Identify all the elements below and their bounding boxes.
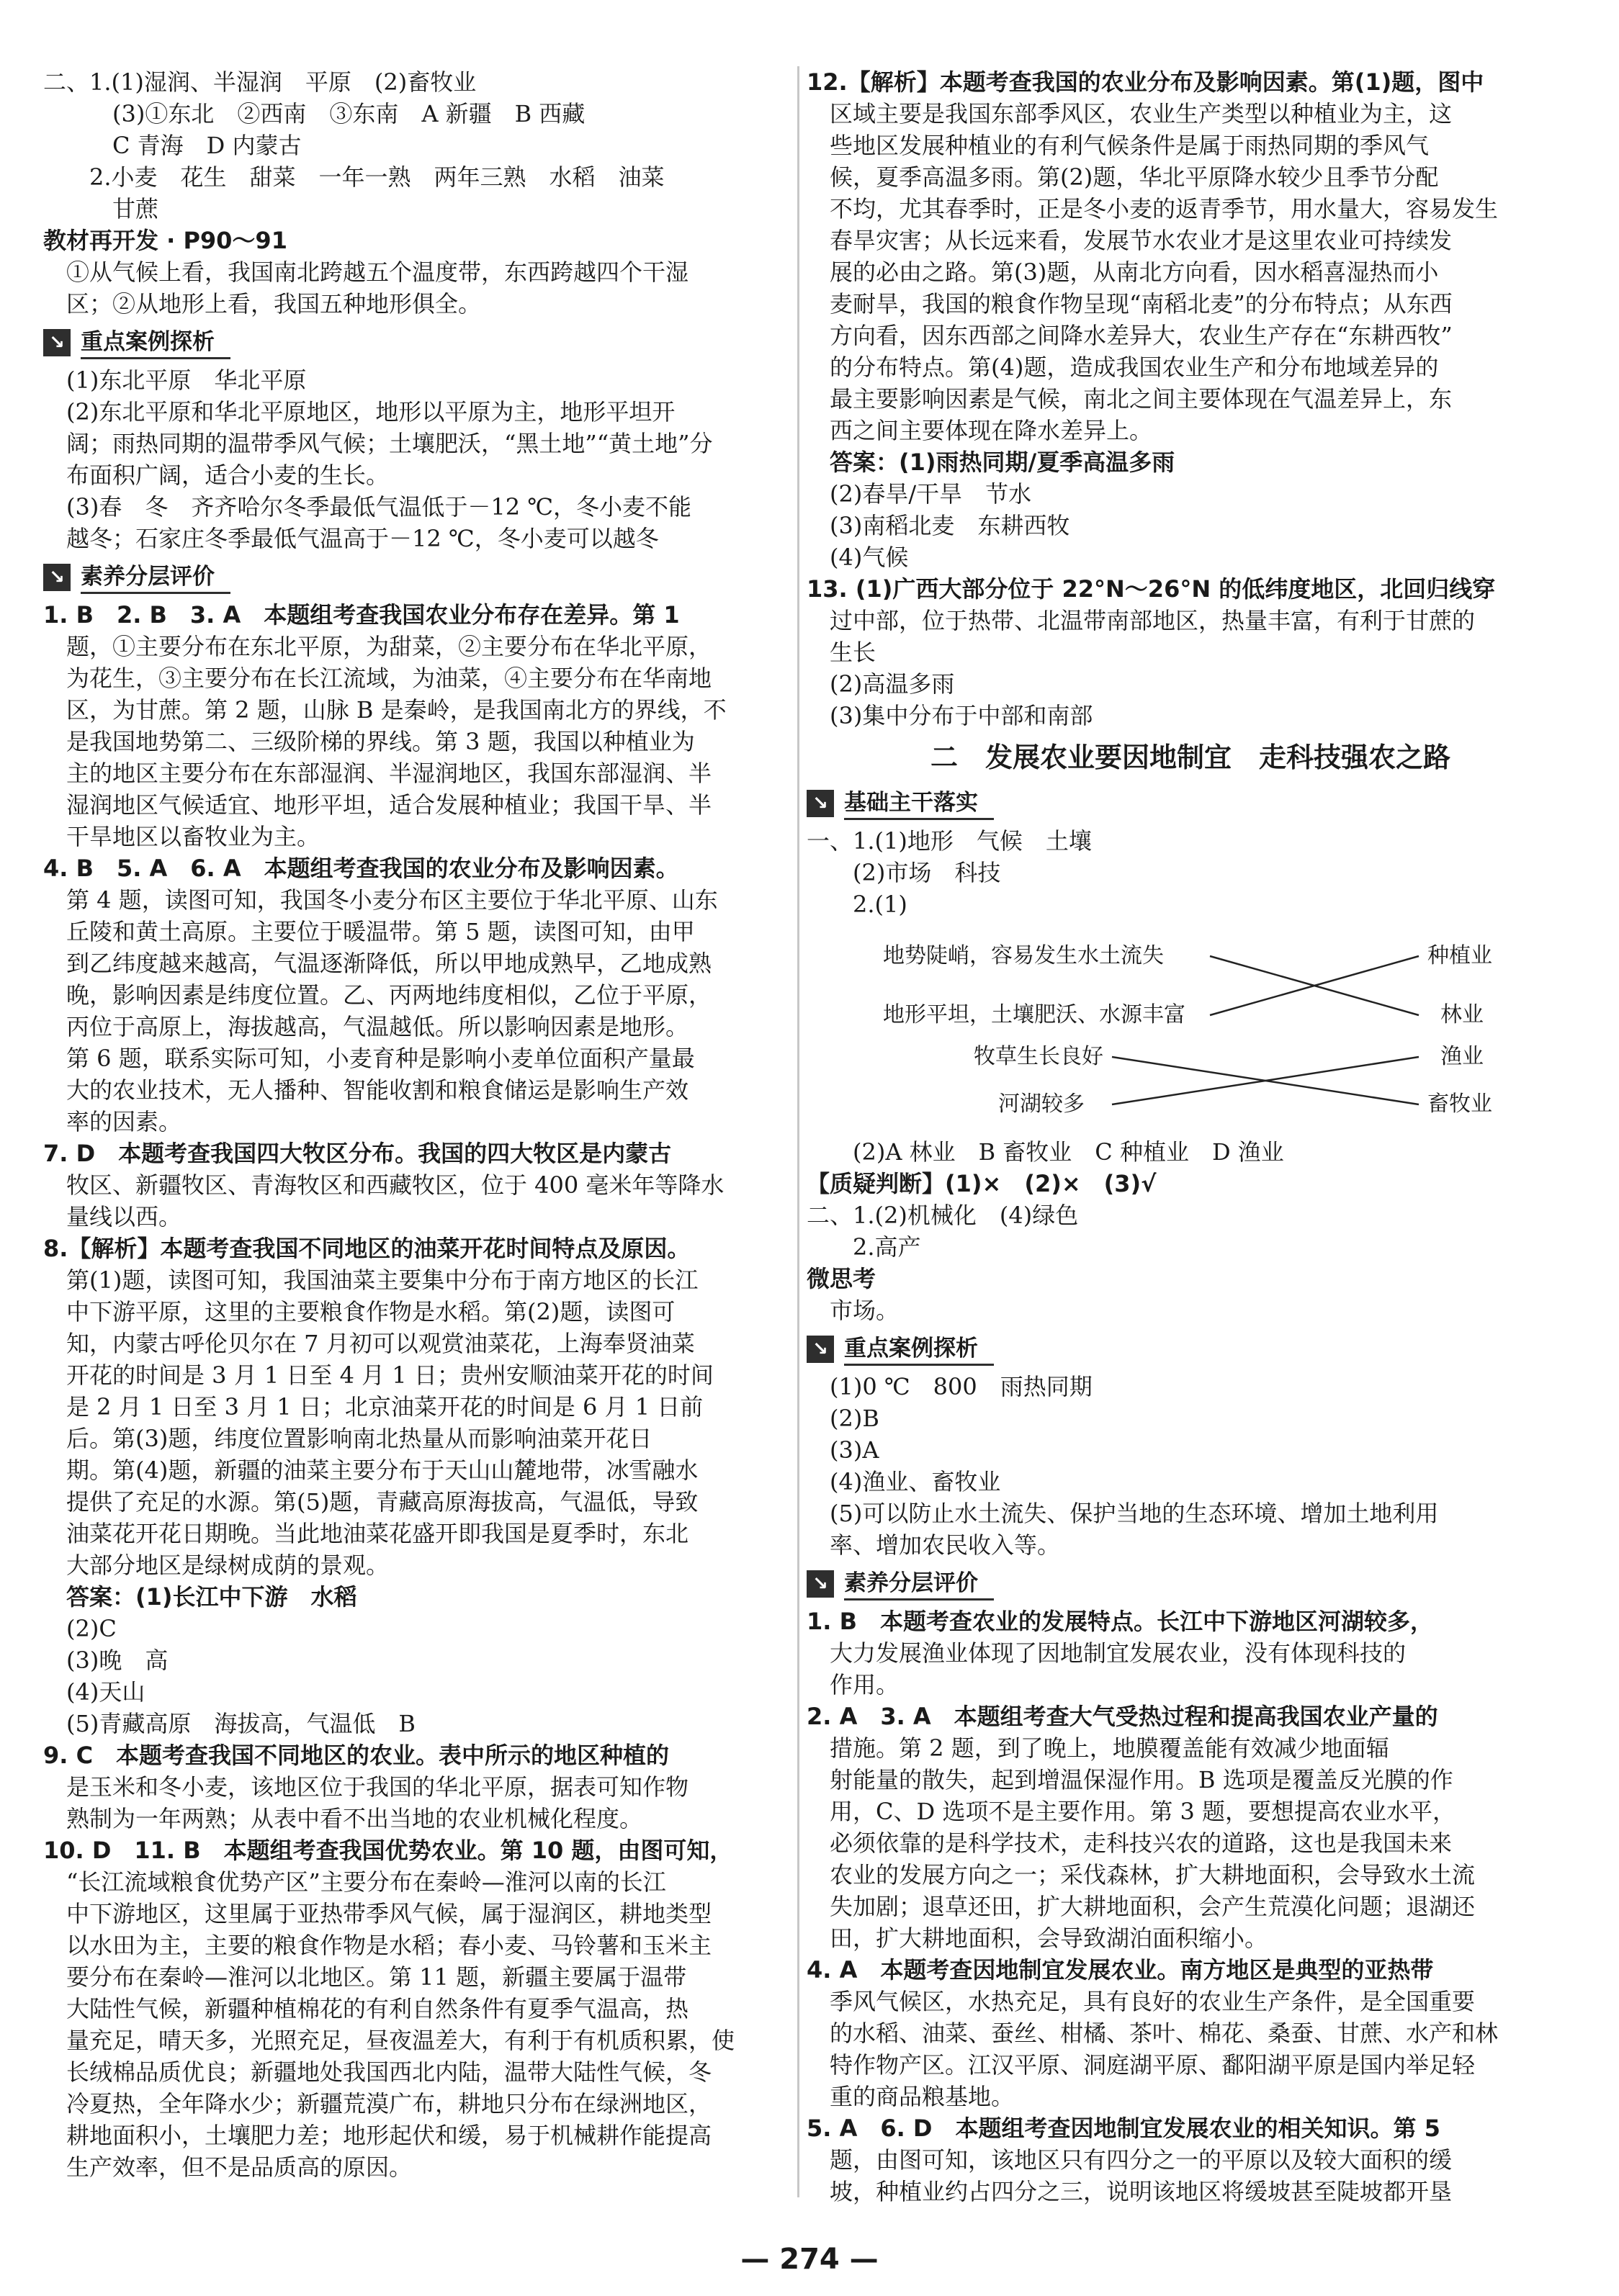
text-line: 阔；雨热同期的温带季风气候；土壤肥沃，“黑土地”“黄土地”分 [66,430,713,457]
text-line: 量线以西。 [66,1203,182,1230]
text-line: (4)天山 [66,1678,145,1706]
text-line: (2)高温多雨 [830,670,955,698]
text-line: 5. A 6. D 本题组考查因地制宜发展农业的相关知识。第 5 [807,2115,1440,2142]
text-line: 中下游平原，这里的主要粮食作物是水稻。第(2)题，读图可 [66,1298,676,1325]
text-line: 麦耐旱，我国的粮食作物呈现“南稻北麦”的分布特点；从东西 [830,290,1453,318]
text-line: 率的因素。 [66,1108,182,1135]
text-line: 农业的发展方向之一；采伐森林，扩大耕地面积，会导致水土流 [830,1861,1476,1888]
text-line: 微思考 [807,1265,876,1292]
text-line: 7. D 本题考查我国四大牧区分布。我国的四大牧区是内蒙古 [43,1140,672,1167]
text-line: 答案：(1)长江中下游 水稻 [66,1583,357,1611]
section-heading [43,559,789,596]
text-line: 特作物产区。江汉平原、洞庭湖平原、鄱阳湖平原是国内举足轻 [830,2051,1476,2079]
text-line: 以水田为主，主要的粮食作物是水稻；春小麦、马铃薯和玉米主 [66,1932,712,1959]
right-column [807,66,1574,2207]
text-line: 1. B 本题考查农业的发展特点。长江中下游地区河湖较多， [807,1608,1433,1635]
text-line: 2.高产 [853,1233,921,1261]
text-line: 第 4 题，读图可知，我国冬小麦分布区主要位于华北平原、山东 [66,886,718,914]
arrow-icon: ↘ [43,329,71,356]
text-line: 后。第(3)题，纬度位置影响南北热量从而影响油菜开花日 [66,1425,652,1452]
text-line: 失加剧；退草还田，扩大耕地面积，会产生荒漠化问题；退湖还 [830,1893,1476,1920]
section-heading-label: 重点案例探析 [844,1333,994,1366]
text-line: (2)B [830,1405,879,1432]
text-line: 12.【解析】本题考查我国的农业分布及影响因素。第(1)题，图中 [807,68,1484,96]
text-line: 主的地区主要分布在东部湿润、半湿润地区，我国东部湿润、半 [66,760,712,787]
text-line: 10. D 11. B 本题组考查我国优势农业。第 10 题，由图可知， [43,1837,733,1864]
text-line: 长绒棉品质优良；新疆地处我国西北内陆，温带大陆性气候，冬 [66,2058,712,2086]
text-line: 知，内蒙古呼伦贝尔在 7 月初可以观赏油菜花，上海奉贤油菜 [66,1330,695,1357]
text-line: “长江流域粮食优势产区”主要分布在秦岭—淮河以南的长江 [66,1868,666,1896]
left-column [43,66,789,2183]
text-line: 【质疑判断】(1)× (2)× (3)√ [807,1170,1157,1197]
text-line: 西之间主要体现在降水差异上。 [830,417,1153,444]
text-line: 生长 [830,639,876,666]
text-line: 措施。第 2 题，到了晚上，地膜覆盖能有效减少地面辐 [830,1734,1389,1762]
text-line: 甘蔗 [112,195,159,222]
text-line: 第 6 题，联系实际可知，小麦育种是影响小麦单位面积产量最 [66,1045,695,1072]
text-line: 丘陵和黄土高原。主要位于暖温带。第 5 题，读图可知，由甲 [66,918,695,945]
match-right-item: 种植业 [1427,943,1492,968]
text-line: 不均，尤其春季时，正是冬小麦的返青季节，用水量大，容易发生 [830,195,1499,222]
arrow-icon: ↘ [807,1336,834,1363]
text-line: 田，扩大耕地面积，会导致湖泊面积缩小。 [830,1924,1268,1952]
match-left-item: 牧草生长良好 [974,1044,1103,1069]
text-line: 一、1.(1)地形 气候 土壤 [807,827,1092,855]
text-line: 的分布特点。第(4)题，造成我国农业生产和分布地域差异的 [830,354,1439,381]
text-line: 9. C 本题考查我国不同地区的农业。表中所示的地区种植的 [43,1742,670,1769]
section-heading-label: 重点案例探析 [81,327,230,359]
text-line: 答案：(1)雨热同期/夏季高温多雨 [830,449,1175,476]
text-line: 展的必由之路。第(3)题，从南北方向看，因水稻喜湿热而小 [830,258,1439,286]
text-line: 干旱地区以畜牧业为主。 [66,823,320,850]
arrow-icon: ↘ [43,564,71,591]
right-block-basics [807,785,1574,920]
text-line: 作用。 [830,1671,900,1698]
text-line: 大陆性气候，新疆种植棉花的有利自然条件有夏季气温高，热 [66,1995,689,2022]
text-line: 量充足，晴天多，光照充足，昼夜温差大，有利于有机质积累，使 [66,2027,735,2054]
text-line: 是玉米和冬小麦，该地区位于我国的华北平原，据表可知作物 [66,1773,689,1801]
text-line: (5)可以防止水土流失、保护当地的生态环境、增加土地利用 [830,1500,1439,1527]
text-line: (1)东北平原 华北平原 [66,366,307,394]
arrow-icon: ↘ [807,1570,834,1598]
text-line: (1)0 ℃ 800 雨热同期 [830,1373,1093,1400]
text-line: (2)春旱/干旱 节水 [830,480,1032,508]
text-line: 晚，影响因素是纬度位置。乙、丙两地纬度相似，乙位于平原， [66,981,712,1009]
section-heading [807,1565,1574,1603]
match-left-item: 地势陡峭，容易发生水土流失 [883,943,1164,968]
text-line: 牧区、新疆牧区、青海牧区和西藏牧区，位于 400 毫米年等降水 [66,1171,725,1199]
section-heading [43,324,789,361]
text-line: 是我国地势第二、三级阶梯的界线。第 3 题，我国以种植业为 [66,728,695,755]
text-line: ①从气候上看，我国南北跨越五个温度带，东西跨越四个干湿 [66,258,689,286]
text-line: 候，夏季高温多雨。第(2)题，华北平原降水较少且季节分配 [830,163,1439,191]
text-line: 冷夏热，全年降水少；新疆荒漠广布，耕地只分布在绿洲地区， [66,2090,712,2117]
text-line: 区域主要是我国东部季风区，农业生产类型以种植业为主，这 [830,100,1453,127]
section-heading [807,1331,1574,1368]
text-line: 是 2 月 1 日至 3 月 1 日；北京油菜开花的时间是 6 月 1 日前 [66,1393,704,1421]
text-line: 13. (1)广西大部分位于 22°N～26°N 的低纬度地区，北回归线穿 [807,575,1496,603]
text-line: 区，为甘蔗。第 2 题，山脉 B 是秦岭，是我国南北方的界线，不 [66,696,727,724]
text-line: 油菜花开花日期晚。当此地油菜花盛开即我国是夏季时，东北 [66,1520,689,1547]
section-heading-label: 素养分层评价 [844,1568,994,1601]
text-line: 教材再开发 · P90～91 [43,227,287,254]
text-line: (4)渔业、畜牧业 [830,1468,1001,1495]
text-line: 最主要影响因素是气候，南北之间主要体现在气温差异上，东 [830,385,1453,413]
text-line: (3)①东北 ②西南 ③东南 A 新疆 B 西藏 [112,100,586,127]
text-line: 题，①主要分布在东北平原，为甜菜，②主要分布在华北平原， [66,633,712,660]
text-line: (3)集中分布于中部和南部 [830,702,1093,729]
text-line: 大的农业技术，无人播种、智能收割和粮食储运是影响生产效 [66,1076,689,1104]
right-block-upper [807,66,1574,731]
text-line: 2.小麦 花生 甜菜 一年一熟 两年三熟 水稻 油菜 [89,163,665,191]
text-line: 提供了充足的水源。第(5)题，青藏高原海拔高，气温低，导致 [66,1488,699,1516]
text-line: (2)市场 科技 [853,859,1001,886]
text-line: (2)东北平原和华北平原地区，地形以平原为主，地形平坦开 [66,398,676,426]
text-line: 耕地面积小，土壤肥力差；地形起伏和缓，易于机械耕作能提高 [66,2122,712,2149]
text-line: 2.(1) [853,891,907,918]
text-line: 必须依靠的是科学技术，走科技兴农的道路，这也是我国未来 [830,1829,1453,1857]
text-line: 市场。 [830,1297,900,1324]
text-line: 过中部，位于热带、北温带南部地区，热量丰富，有利于甘蔗的 [830,607,1476,634]
text-line: 区；②从地形上看，我国五种地形俱全。 [66,290,482,318]
text-line: 8.【解析】本题考查我国不同地区的油菜开花时间特点及原因。 [43,1235,691,1262]
text-line: 大部分地区是绿树成荫的景观。 [66,1552,390,1579]
text-line: 要分布在秦岭—淮河以北地区。第 11 题，新疆主要属于温带 [66,1963,687,1991]
text-line: 4. A 本题考查因地制宜发展农业。南方地区是典型的亚热带 [807,1956,1434,1984]
matching-diagram [807,924,1574,1129]
text-line: 为花生，③主要分布在长江流域，为油菜，④主要分布在华南地 [66,665,712,692]
text-line: 期。第(4)题，新疆的油菜主要分布于天山山麓地带，冰雪融水 [66,1457,699,1484]
text-line: 的水稻、油菜、蚕丝、柑橘、茶叶、棉花、桑蚕、甘蔗、水产和林 [830,2020,1499,2047]
section-heading [807,785,1574,822]
text-line: 越冬；石家庄冬季最低气温高于－12 ℃，冬小麦可以越冬 [66,525,659,552]
match-right-item: 林业 [1440,1002,1484,1027]
section-heading-label: 素养分层评价 [81,562,230,594]
text-line: 率、增加农民收入等。 [830,1531,1061,1559]
text-line: C 青海 D 内蒙古 [112,132,302,159]
text-line: 射能量的散失，起到增温保湿作用。B 选项是覆盖反光膜的作 [830,1766,1453,1793]
text-line: 春旱灾害；从长远来看，发展节水农业才是这里农业可持续发 [830,227,1453,254]
text-line: 方向看，因东西部之间降水差异大，农业生产存在“东耕西牧” [830,322,1453,349]
text-line: 生产效率，但不是品质高的原因。 [66,2153,413,2181]
arrow-icon: ↘ [807,790,834,817]
text-line: 中下游地区，这里属于亚热带季风气候，属于湿润区，耕地类型 [66,1900,712,1927]
text-line: 坡，种植业约占四分之三，说明该地区将缓坡甚至陡坡都开垦 [830,2178,1453,2205]
text-line: 2. A 3. A 本题组考查大气受热过程和提高我国农业产量的 [807,1703,1438,1730]
text-line: 1. B 2. B 3. A 本题组考查我国农业分布存在差异。第 1 [43,601,680,629]
text-line: 熟制为一年两熟；从表中看不出当地的农业机械化程度。 [66,1805,643,1832]
text-line: 开花的时间是 3 月 1 日至 4 月 1 日；贵州安顺油菜开花的时间 [66,1361,714,1389]
section-heading-label: 基础主干落实 [844,788,994,820]
section-title: 二 发展农业要因地制宜 走科技强农之路 [930,742,1450,773]
text-line: 4. B 5. A 6. A 本题组考查我国的农业分布及影响因素。 [43,855,679,882]
text-line: (4)气候 [830,544,909,571]
match-right-item: 畜牧业 [1427,1091,1492,1117]
text-line: (3)春 冬 齐齐哈尔冬季最低气温低于－12 ℃，冬小麦不能 [66,493,692,521]
page-number: — 274 — [740,2243,879,2276]
text-line: 大力发展渔业体现了因地制宜发展农业，没有体现科技的 [830,1639,1407,1667]
right-block-lower [807,1136,1574,2207]
text-line: 季风气候区，水热充足，具有良好的农业生产条件，是全国重要 [830,1988,1476,2015]
text-line: 用，C、D 选项不是主要作用。第 3 题，要想提高农业水平， [830,1798,1456,1825]
text-line: (2)A 林业 B 畜牧业 C 种植业 D 渔业 [853,1138,1284,1166]
text-line: (2)C [66,1615,117,1642]
match-left-item: 河湖较多 [998,1091,1085,1117]
text-line: 二、1.(1)湿润、半湿润 平原 (2)畜牧业 [43,68,477,96]
text-line: (5)青藏高原 海拔高，气温低 B [66,1710,416,1737]
text-line: 丙位于高原上，海拔越高，气温越低。所以影响因素是地形。 [66,1013,689,1040]
text-line: 重的商品粮基地。 [830,2083,1015,2110]
text-line: (3)A [830,1436,879,1464]
text-line: 二、1.(2)机械化 (4)绿色 [807,1202,1079,1229]
text-line: (3)晚 高 [66,1647,169,1674]
text-line: 到乙纬度越来越高，气温逐渐降低，所以甲地成熟早，乙地成熟 [66,950,712,977]
text-line: 些地区发展种植业的有利气候条件是属于雨热同期的季风气 [830,132,1430,159]
text-line: 湿润地区气候适宜、地形平坦，适合发展种植业；我国干旱、半 [66,791,712,819]
text-line: 题，由图可知，该地区只有四分之一的平原以及较大面积的缓 [830,2146,1453,2174]
text-line: (3)南稻北麦 东耕西牧 [830,512,1070,539]
text-line: 第(1)题，读图可知，我国油菜主要集中分布于南方地区的长江 [66,1266,699,1294]
match-left-item: 地形平坦，土壤肥沃、水源丰富 [883,1002,1185,1027]
match-right-item: 渔业 [1440,1044,1484,1069]
text-line: 布面积广阔，适合小麦的生长。 [66,462,390,489]
